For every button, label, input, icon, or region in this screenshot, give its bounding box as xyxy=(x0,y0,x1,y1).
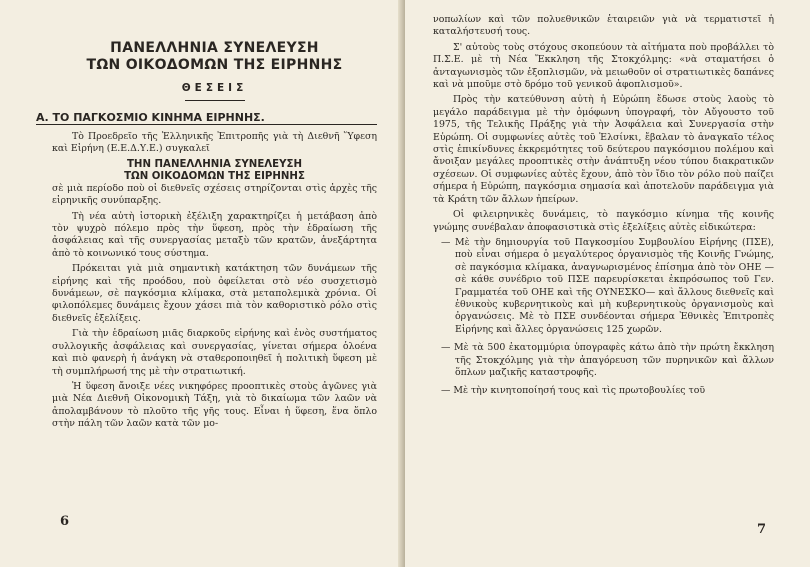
page-number-right: 7 xyxy=(756,522,766,537)
subtitle-rule xyxy=(185,100,245,101)
title-line-2: ΤΩΝ ΟΙΚΟΔΟΜΩΝ ΤΗΣ ΕΙΡΗΝΗΣ xyxy=(86,57,343,73)
section-heading: Α. ΤΟ ΠΑΓΚΟΣΜΙΟ ΚΙΝΗΜΑ ΕΙΡΗΝΗΣ. xyxy=(36,111,377,125)
paragraph-stockholm: Σ' αὐτοὺς τοὺς στόχους σκοπεύουν τὰ αἰτήματα ποὺ προβάλλει τὸ Π.Σ.Ε. μὲ τὴ Νέα Ἔκκληση τῆς Στοκχόλμης: «νὰ σταματήσει ὁ ἀνταγωνισμὸς τῶν ἐξοπλισμῶν, νὰ μειωθοῦν οἱ στρατιωτικὲς δαπάνες καὶ νὰ μποῦμε στὸ δρόμο τοῦ γενικοῦ ἀφοπλισμοῦ». xyxy=(433,41,774,91)
theses-subtitle: ΘΕΣΕΙΣ xyxy=(181,82,248,94)
paragraph-2: Τὴ νέα αὐτὴ ἱστορικὴ ἐξέλιξη χαρακτηρίζει ἡ μετάβαση ἀπὸ τὸν ψυχρὸ πόλεμο πρὸς τὴν ὕφεση, πρὸς τὴν ἑδραίωση τῆς ἀσφάλειας καὶ τῆς συνεργασίας μεταξὺ τῶν κρατῶν, ἀνεξάρτητα ἀπὸ τὸ κοινωνικό τους σύστημα. xyxy=(52,210,377,259)
paragraph-continued: νοπωλίων καὶ τῶν πολυεθνικῶν ἑταιρειῶν γιὰ νὰ τερματιστεῖ ἡ καταλήστευσή τους. xyxy=(433,14,774,38)
list-item: — Μὲ τὰ 500 ἑκατομμύρια ὑπογραφὲς κάτω ἀπὸ τὴν πρώτη ἔκκληση τῆς Στοκχόλμης γιὰ τὴν ἀπαγόρευση τῶν πυρηνικῶν καὶ ἄλλων ὅπλων μαζικῆς καταστροφῆς. xyxy=(441,342,774,378)
list-item: — Μὲ τὴν κινητοποίησή τους καὶ τὶς πρωτοβουλίες τοῦ xyxy=(441,385,706,397)
intro-paragraph: Τὸ Προεδρεῖο τῆς Ἑλληνικῆς Ἐπιτροπῆς γιὰ τὴ Διεθνῆ Ὕφεση καὶ Εἰρήνη (Ε.Ε.Δ.Υ.Ε.) συγκαλεῖ xyxy=(52,131,377,155)
title-line-1: ΠΑΝΕΛΛΗΝΙΑ ΣΥΝΕΛΕΥΣΗ xyxy=(110,40,319,56)
paragraph-1: σὲ μιὰ περίοδο ποὺ οἱ διεθνεῖς σχέσεις στηρίζονται στὶς ἀρχὲς τῆς εἰρηνικῆς συνύπαρξης. xyxy=(52,182,377,207)
caps-heading-1: ΤΗΝ ΠΑΝΕΛΛΗΝΙΑ ΣΥΝΕΛΕΥΣΗ xyxy=(126,158,302,170)
paragraph-forces: Οἱ φιλειρηνικὲς δυνάμεις, τὸ παγκόσμιο κίνημα τῆς κοινῆς γνώμης συνέβαλαν ἀποφασιστικὰ στὶς ἐξελίξεις αὐτὲς εἰδικώτερα: xyxy=(433,209,774,233)
list-item: — Μὲ τὴν δημιουργία τοῦ Παγκοσμίου Συμβουλίου Εἰρήνης (ΠΣΕ), ποὺ εἶναι σήμερα ὁ μεγαλύτερος ὀργανισμὸς τῆς Κοινῆς Γνώμης, σὲ παγκόσμια κλίμακα, ἀναγνωρισμένος ἐπίσημα ἀπὸ τὸν ΟΗΕ —σὲ κάθε συνέδριο τοῦ ΠΣΕ παρευρίσκεται ἐκπρόσωπος τοῦ Γεν. Γραμματέα τοῦ ΟΗΕ καὶ τῆς ΟΥΝΕΣΚΟ— καὶ ἄλλους διεθνεῖς καὶ ἐθνικοὺς κυβερνητικοὺς καὶ μὴ κυβερνητικοὺς ὀργανισμοὺς καὶ ὀργανώσεις. Μὲ τὸ ΠΣΕ συνδέονται σήμερα Ἐθνικὲς Ἐπιτροπὲς Εἰρήνης καὶ ἄλλες ὀργανώσεις 125 χωρῶν. xyxy=(441,236,774,335)
page-number-left: 6 xyxy=(60,514,70,529)
paragraph-4: Γιὰ τὴν ἑδραίωση μιᾶς διαρκοῦς εἰρήνης καὶ ἑνὸς συστήματος συλλογικῆς ἀσφάλειας καὶ συνεργασίας, γίνεται σήμερα ὁλοένα καὶ πιὸ φανερὴ ἡ ἀνάγκη νὰ σταθεροποιηθεῖ ἡ πολιτικὴ ὕφεση μὲ τὴ συμπλήρωσή της μὲ τὴν στρατιωτική. xyxy=(52,328,377,377)
paragraph-5: Ἡ ὕφεση ἄνοιξε νέες νικηφόρες προοπτικὲς στοὺς ἀγῶνες γιὰ μιὰ Νέα Διεθνῆ Οἰκονομικὴ Τάξη, γιὰ τὸ δικαίωμα τῶν λαῶν νὰ ἀπολαμβάνουν τὸ πλοῦτο τῆς γῆς τους. Εἶναι ἡ ὕφεση, ἕνα ὅπλο στὴν πάλη τῶν λαῶν κατὰ τῶν μο- xyxy=(52,380,377,430)
paragraph-3: Πρόκειται γιὰ μιὰ σημαντικὴ κατάκτηση τῶν δυνάμεων τῆς εἰρήνης καὶ τῆς προόδου, ποὺ ὀφείλεται στὸ νέο συσχετισμὸ δυνάμεων, σὲ παγκόσμια κλίμακα, στὰ μεταπολεμικὰ χρόνια. Οἱ φιλοπόλεμες δυνάμεις ἔχουν χάσει πιὰ τὸν καθοριστικὸ ρόλο στὶς διεθνεῖς ἐξελίξεις. xyxy=(52,263,377,324)
caps-heading-2: ΤΩΝ ΟΙΚΟΔΟΜΩΝ ΤΗΣ ΕΙΡΗΝΗΣ xyxy=(124,170,305,182)
right-page xyxy=(405,0,810,567)
paragraph-europe: Πρὸς τὴν κατεύθυνση αὐτὴ ἡ Εὐρώπη ἔδωσε στοὺς λαοὺς τὸ μεγάλο παράδειγμα μὲ τὴν ὁμόφωνη ὑπογραφή, τὸν Αὔγουστο τοῦ 1975, τῆς Τελικῆς Πράξης γιὰ τὴν Ἀσφάλεια καὶ Συνεργασία στὴν Εὐρώπη. Οἱ συμφωνίες αὐτὲς τοῦ Ἑλσίνκι, ἔβαλαν τὸ ἀναγκαῖο τέλος στὶς ἐπικίνδυνες ἐκκρεμότητες τοῦ δεύτερου παγκόσμιου πολέμου καὶ ἄνοιξαν μεγάλες προοπτικὲς στὴν ἀνάπτυξη νέου τύπου διακρατικῶν σχέσεων. Οἱ συμφωνίες αὐτὲς ἔχουν, ἀπὸ τὸν ἴδιο τὸν ρόλο ποὺ παίζει σήμερα ἡ Εὐρώπη, παγκόσμια σημασία καὶ ἀποτελοῦν παράδειγμα γιὰ τὰ Κράτη τῶν ἄλλων ἠπείρων. xyxy=(433,94,774,205)
